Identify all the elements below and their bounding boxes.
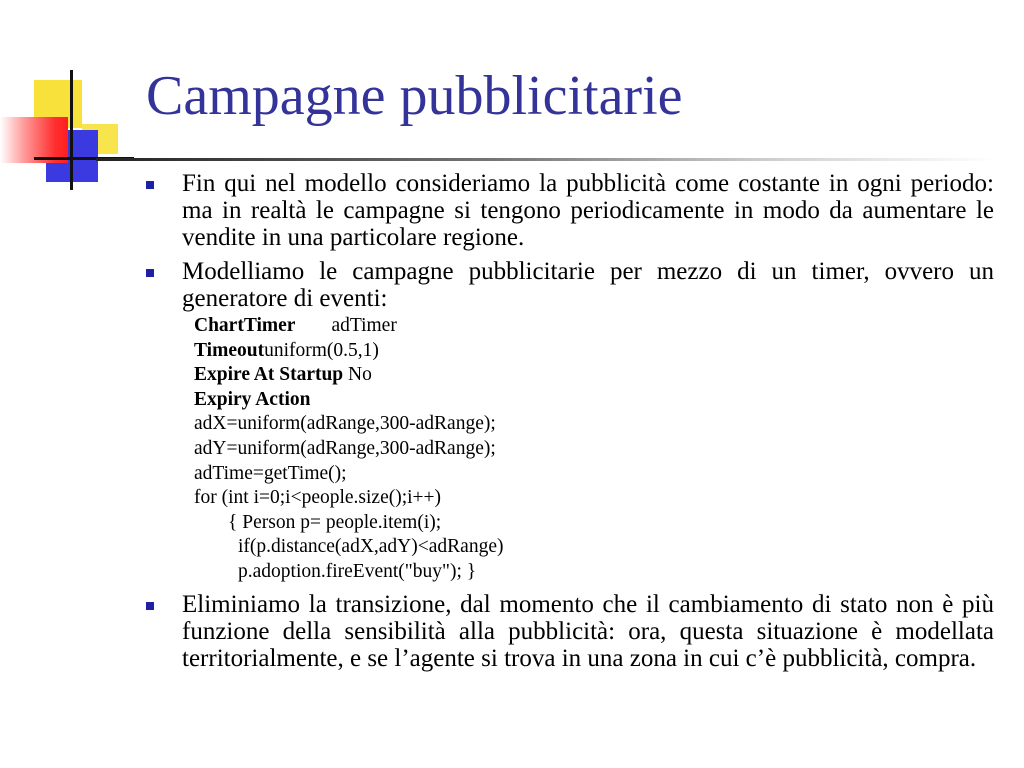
bullet-item [140,591,994,672]
code-value: No [348,364,372,386]
code-label: Timeout [194,339,265,361]
code-line [194,388,994,413]
bullet-text: Fin qui nel modello consideriamo la pubblicità come costante in ogni periodo: ma in realtà le campagne si tengono periodicamente in modo da aumentare le vendite in una particolare regione. [182,170,994,251]
slide-logo-decoration [0,62,140,192]
code-line [194,339,994,364]
code-line [194,314,994,339]
square-bullet-icon [146,269,154,277]
code-line: adX=uniform(adRange,300-adRange); [194,413,496,435]
bullet-text: Eliminiamo la transizione, dal momento che il cambiamento di stato non è più funzione della sensibilità alla pubblicità: ora, questa situazione è modellata territorialmente, e se l’agente si trova in una zona in cui c’è pubblicità, compra. [182,590,994,672]
logo-vertical-line [70,70,73,190]
code-line: p.adoption.fireEvent("buy"); } [238,560,477,582]
square-bullet-icon [146,602,154,610]
code-value: uniform(0.5,1) [264,339,379,361]
code-line: if(p.distance(adX,adY)<adRange) [238,536,504,558]
bullet-item [140,170,994,251]
code-label: Expire At Startup [194,364,344,386]
code-label: Expiry Action [194,388,311,410]
code-value: adTimer [331,315,397,336]
code-line [194,363,994,388]
square-bullet-icon [146,181,154,189]
code-block [194,314,994,585]
title-underline [96,158,996,161]
code-line: adY=uniform(adRange,300-adRange); [194,437,496,459]
slide-title: Campagne pubblicitarie [146,65,683,127]
code-line: for (int i=0;i<people.size();i++) [194,487,442,509]
code-line: adTime=getTime(); [194,462,347,484]
bullet-item [140,258,994,312]
slide-body [140,170,994,672]
bullet-text: Modelliamo le campagne pubblicitarie per mezzo di un timer, ovvero un generatore di eventi: [182,258,994,312]
code-label: ChartTimer [194,315,296,336]
code-line: { Person p= people.item(i); [228,511,442,533]
